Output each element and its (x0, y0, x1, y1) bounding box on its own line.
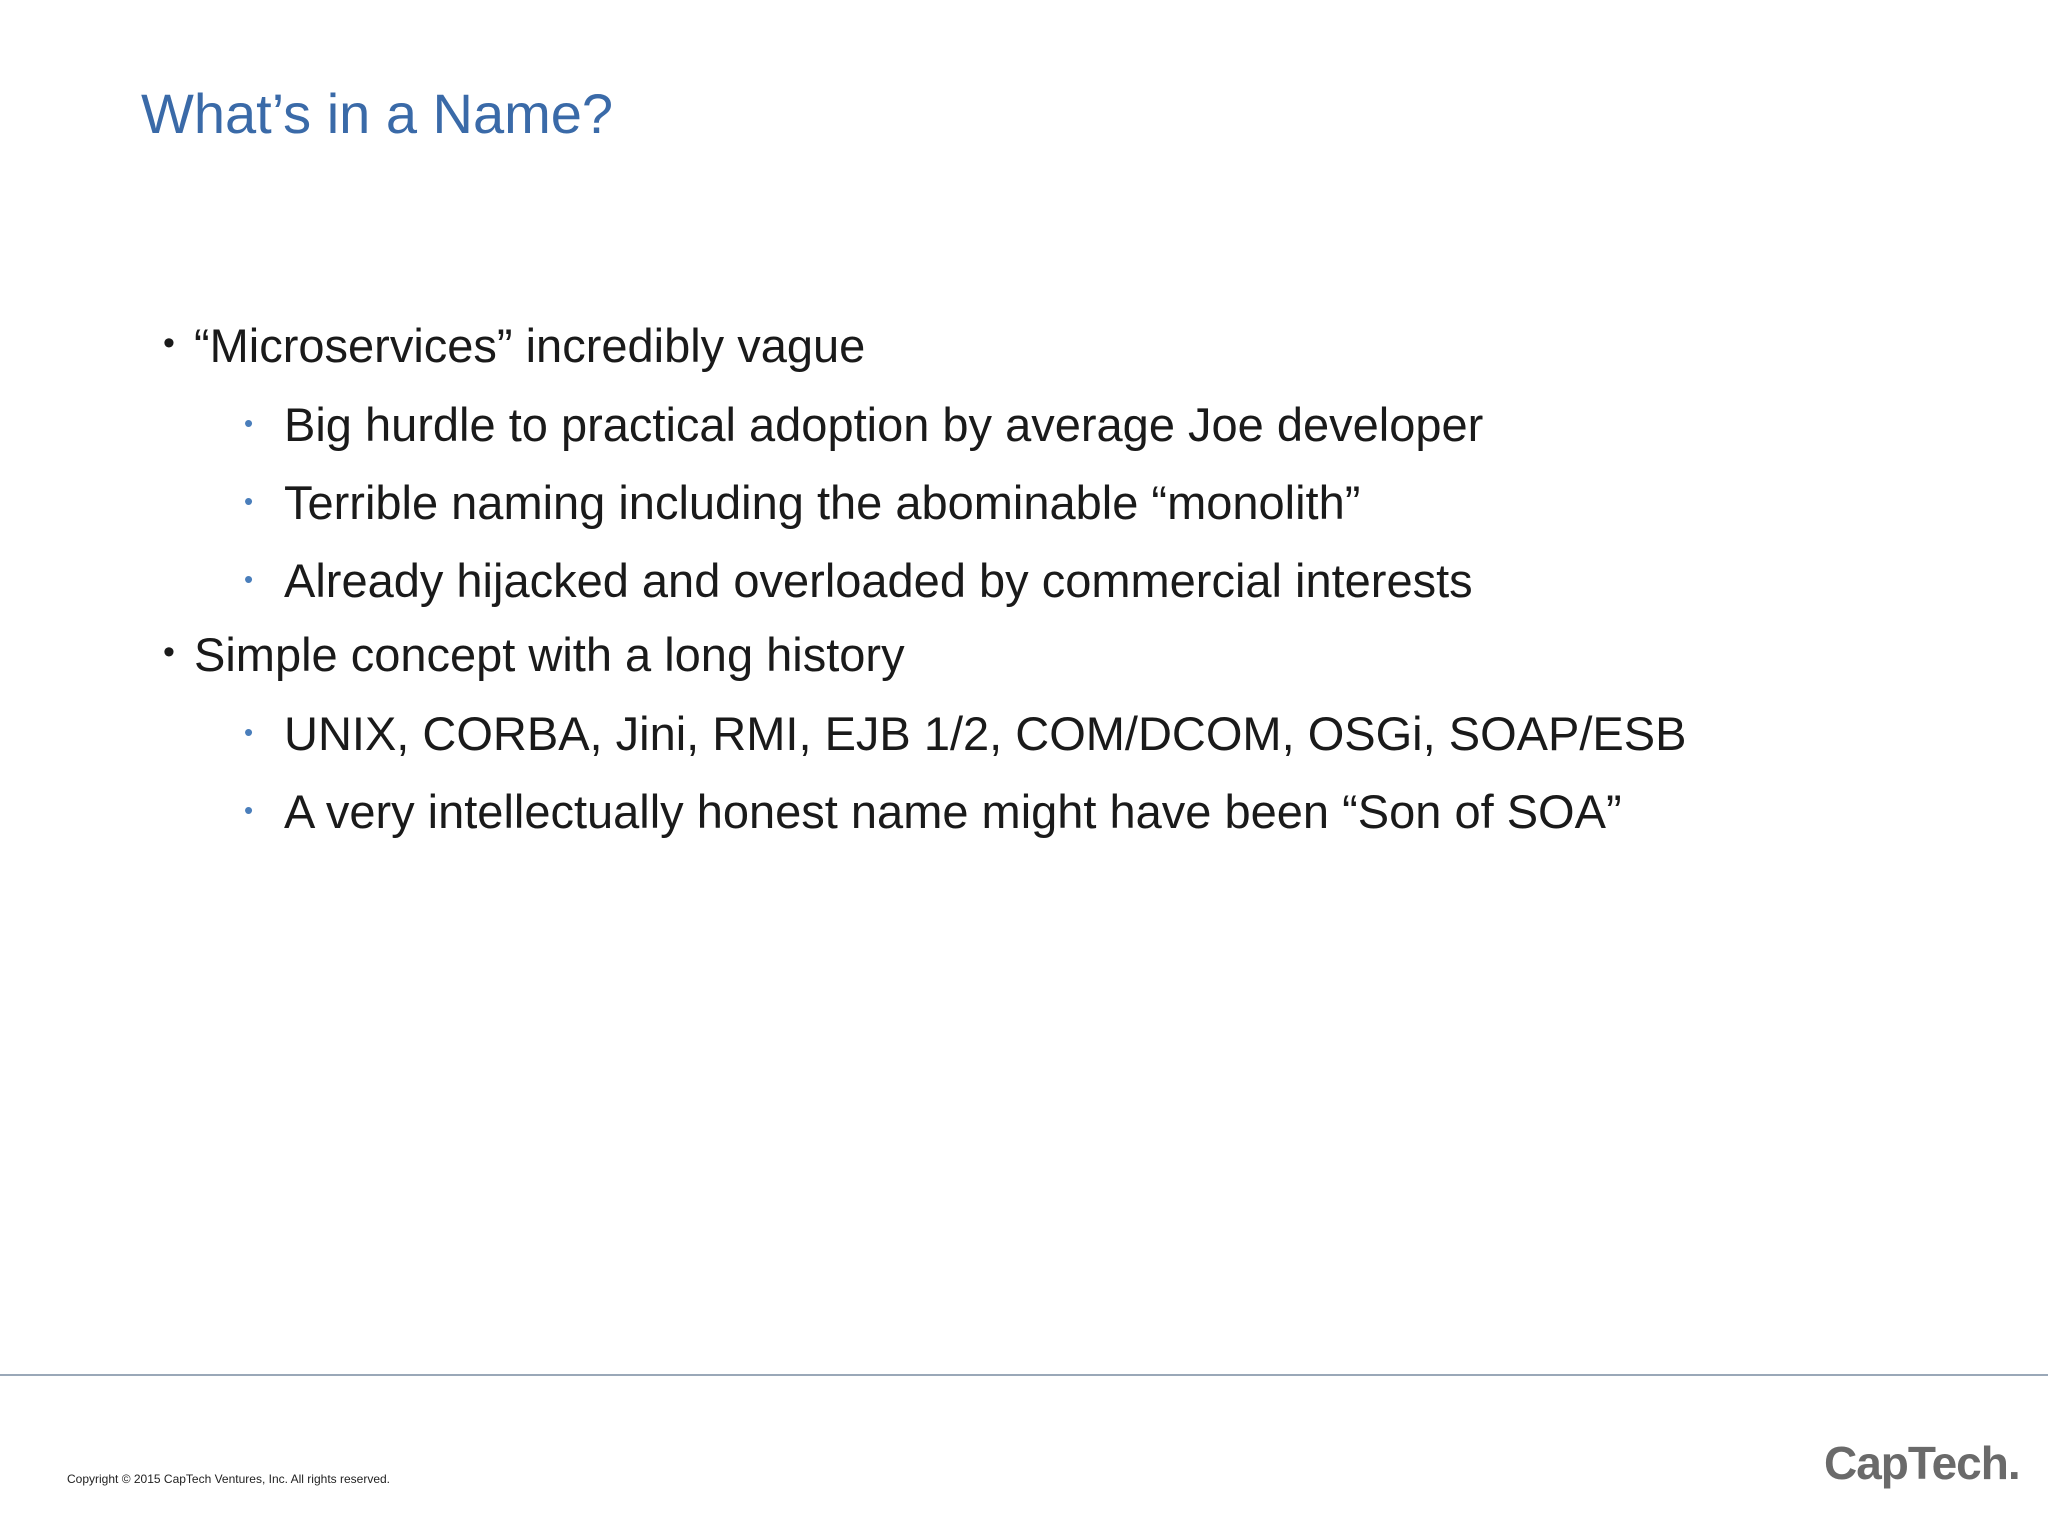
sub-bullet-text: Already hijacked and overloaded by commercial interests (284, 554, 1473, 607)
bullet-item (163, 318, 865, 374)
slide-title: What’s in a Name? (141, 82, 614, 145)
sub-bullet-text: UNIX, CORBA, Jini, RMI, EJB 1/2, COM/DCOM, OSGi, SOAP/ESB (284, 707, 1687, 760)
bullet-dot-icon: • (163, 633, 175, 671)
sub-bullet-dot-icon: • (244, 486, 254, 516)
sub-bullet-text: Big hurdle to practical adoption by average Joe developer (284, 398, 1484, 451)
footer-divider (0, 1374, 2048, 1376)
sub-bullet-text: Terrible naming including the abominable “monolith” (284, 476, 1361, 529)
sub-bullet-dot-icon: • (244, 564, 254, 594)
sub-bullet-dot-icon: • (244, 795, 254, 825)
bullet-text: “Microservices” incredibly vague (194, 319, 866, 372)
sub-bullet-text: A very intellectually honest name might have been “Son of SOA” (284, 785, 1622, 838)
copyright-text: Copyright © 2015 CapTech Ventures, Inc. All rights reserved. (67, 1472, 391, 1486)
captech-logo: CapTech. (1824, 1437, 2020, 1489)
sub-bullet-item (244, 706, 1686, 762)
bullet-item (163, 627, 905, 683)
bullet-text: Simple concept with a long history (194, 628, 905, 681)
sub-bullet-item (244, 475, 1360, 531)
sub-bullet-dot-icon: • (244, 717, 254, 747)
sub-bullet-item (244, 784, 1622, 840)
sub-bullet-item (244, 397, 1483, 453)
sub-bullet-item (244, 553, 1473, 609)
sub-bullet-dot-icon: • (244, 408, 254, 438)
bullet-dot-icon: • (163, 324, 175, 362)
